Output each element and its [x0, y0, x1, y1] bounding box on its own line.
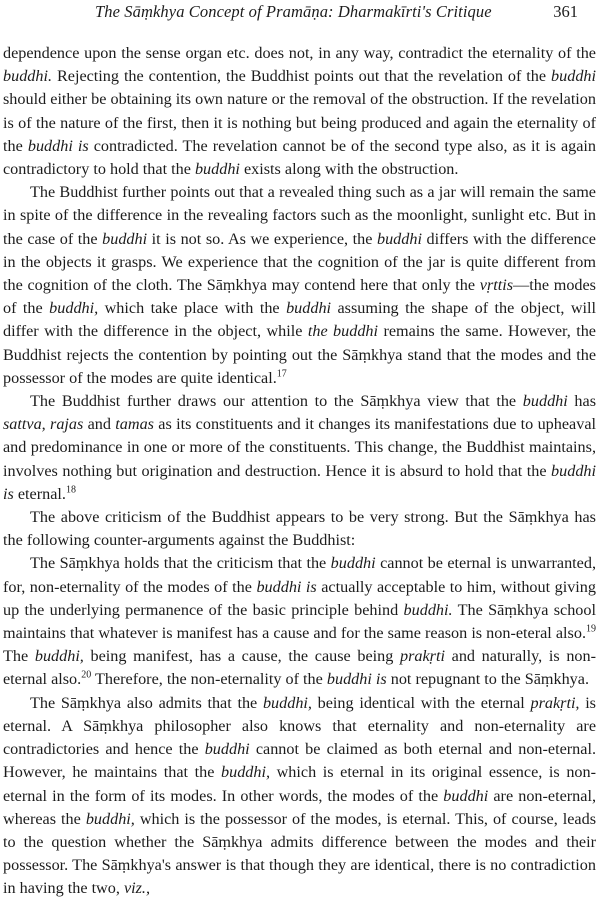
- italic-term: buddhi,: [221, 763, 271, 782]
- italic-term: buddhi.: [3, 67, 53, 86]
- text-run: Therefore, the non-eternality of the: [91, 670, 327, 689]
- paragraph: [3, 552, 596, 691]
- italic-term: buddhi: [194, 160, 240, 179]
- text-run: cannot be claimed as both eternal and non-eternal. However, he maintains that the: [3, 740, 596, 782]
- italic-term: buddhi: [204, 740, 250, 759]
- italic-term: buddhi,: [262, 693, 312, 712]
- text-run: which take place with the: [98, 299, 287, 318]
- text-run: it is not so. As we experience, the: [147, 229, 377, 248]
- text-run: cannot be eternal is unwarranted, for, non-eternality of the modes of the: [3, 554, 596, 596]
- text-run: exists along with the obstruction.: [239, 160, 459, 179]
- body-text: [3, 42, 596, 901]
- text-run: should either be obtaining its own nature or the removal of the obstruction. If the revelation is of the nature of the first, then it is nothing but being produced and again the eternality of the: [3, 90, 596, 155]
- italic-term: buddhi is: [3, 461, 596, 503]
- text-run: actually acceptable to him, without giving up the underlying permanence of the basic principle behind: [3, 577, 596, 619]
- italic-term: buddhi is: [256, 577, 317, 596]
- text-run: The Buddhist further draws our attention to the Sāṃkhya view that the: [30, 392, 523, 411]
- footnote-ref: 18: [65, 484, 76, 496]
- italic-term: buddhi is: [326, 670, 387, 689]
- italic-term: buddhi: [376, 229, 422, 248]
- text-run: which is the possessor of the modes, is eternal. This, of course, leads to the question whether the Sāṃkhya admits difference between the modes and their possessor. The Sāṃkhya's answer is that though they are identical, there is no contradiction in having the two,: [3, 809, 596, 898]
- italic-term: buddhi: [443, 786, 489, 805]
- text-run: as its constituents and it changes its manifestations due to upheaval and predominance in one or more of the constituents. This change, the Buddhist maintains, involves nothing but origination and destruction. Hence it is absurd to hold that the: [3, 415, 597, 480]
- text-run: The Buddhist further points out that a revealed thing such as a jar will remain the same in spite of the difference in the revealing factors such as the moonlight, sunlight etc. But in the case of the: [3, 183, 596, 248]
- text-run: Rejecting the contention, the Buddhist points out that the revelation of the: [52, 67, 552, 86]
- text-run: dependence upon the sense organ etc. does not, in any way, contradict the eternality of the: [3, 44, 596, 62]
- italic-term: buddhi,: [34, 647, 84, 666]
- paragraph: [3, 692, 596, 901]
- italic-term: buddhi,: [85, 809, 135, 828]
- footnote-ref: 17: [276, 368, 287, 380]
- text-run: remains the same. However, the Buddhist rejects the contention by pointing out the Sāṃkhya stand that the modes and the possessor of the modes are quite identical.: [3, 322, 596, 387]
- paragraph: [3, 390, 596, 506]
- italic-term: viz.,: [123, 879, 151, 898]
- running-head: [3, 0, 596, 28]
- italic-term: vṛttis: [479, 276, 514, 295]
- paragraph: [3, 506, 596, 552]
- text-run: differs with the difference in the objects it grasps. We experience that the cognition of the jar is quite different from the cognition of the cloth. The Sāṃkhya may contend here that only the: [3, 229, 596, 295]
- italic-term: buddhi: [286, 299, 332, 318]
- italic-term: prakṛti,: [530, 693, 580, 712]
- italic-term: tamas: [115, 415, 154, 434]
- text-run: The: [3, 647, 35, 666]
- text-run: is eternal. A Sāṃkhya philosopher also knows that eternality and non-eternality are contradictories and hence the: [3, 693, 596, 759]
- text-run: and: [83, 415, 116, 434]
- text-run: not repugnant to the Sāṃkhya.: [386, 670, 589, 689]
- text-run: are non-eternal, whereas the: [3, 786, 596, 828]
- text-run: which is eternal in its original essence, is non-eternal in the form of its modes. In other words, the modes of the: [3, 763, 596, 805]
- page-number: 361: [553, 2, 578, 21]
- italic-term: buddhi is: [27, 136, 89, 155]
- italic-term: buddhi: [330, 554, 376, 573]
- text-run: The above criticism of the Buddhist appears to be very strong. But the Sāṃkhya has the following counter-arguments against the Buddhist:: [3, 508, 596, 550]
- italic-term: buddhi,: [49, 299, 99, 318]
- text-run: being manifest, has a cause, the cause being: [83, 647, 401, 666]
- text-run: has: [567, 392, 597, 411]
- text-run: and naturally, is non-eternal also.: [3, 647, 597, 689]
- italic-term: the buddhi: [307, 322, 379, 341]
- paragraph: [3, 42, 596, 181]
- italic-term: prakṛti: [400, 647, 445, 666]
- paragraph: [3, 181, 596, 390]
- text-run: assuming the shape of the object, will differ with the difference in the object, while: [3, 299, 596, 341]
- italic-term: sattva, rajas: [3, 415, 84, 434]
- italic-term: buddhi.: [403, 600, 453, 619]
- text-run: The Sāṃkhya school maintains that whatever is manifest has a cause and for the same reason is non-eteral also.: [3, 600, 596, 643]
- running-title: The Sāṃkhya Concept of Pramāṇa: Dharmakīrti's Critique: [95, 2, 492, 21]
- footnote-ref: 20: [81, 670, 92, 682]
- footnote-ref: 19: [586, 623, 596, 635]
- text-run: The Sāṃkhya holds that the criticism that the: [30, 554, 331, 573]
- text-run: The Sāṃkhya also admits that the: [30, 693, 263, 712]
- italic-term: buddhi: [522, 392, 568, 411]
- text-run: —the modes of the: [3, 276, 596, 318]
- text-run: contradicted. The revelation cannot be of the second type also, as it is again contradictory to hold that the: [3, 136, 597, 179]
- text-run: being identical with the eternal: [311, 693, 531, 712]
- text-run: eternal.: [13, 484, 66, 503]
- italic-term: buddhi: [102, 229, 148, 248]
- italic-term: buddhi: [551, 67, 596, 86]
